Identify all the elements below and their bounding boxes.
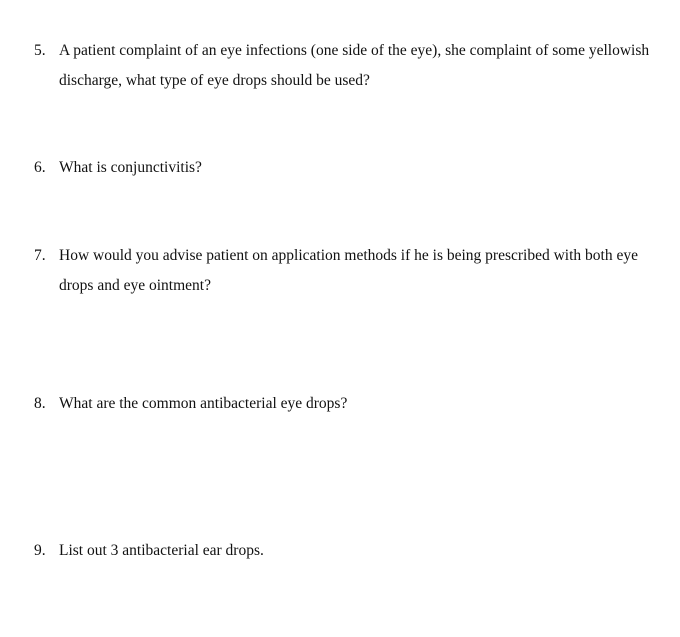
question-number: 9. [34,542,46,559]
question-text: A patient complaint of an eye infections (one side of the eye), she complaint of some yellowish discharge, what type of eye drops should be used? [59,42,650,89]
question-7 [34,241,664,301]
question-number: 5. [34,42,46,59]
question-5 [34,36,664,96]
question-9 [34,536,664,566]
question-number: 8. [34,395,46,412]
question-number: 6. [34,159,46,176]
question-text: List out 3 antibacterial ear drops. [59,542,264,559]
question-text: What is conjunctivitis? [59,159,202,176]
question-8 [34,389,664,419]
question-text: How would you advise patient on application methods if he is being prescribed with both eye drops and eye ointment? [59,247,638,294]
question-text: What are the common antibacterial eye drops? [59,395,348,412]
question-number: 7. [34,247,46,264]
question-6 [34,153,664,183]
